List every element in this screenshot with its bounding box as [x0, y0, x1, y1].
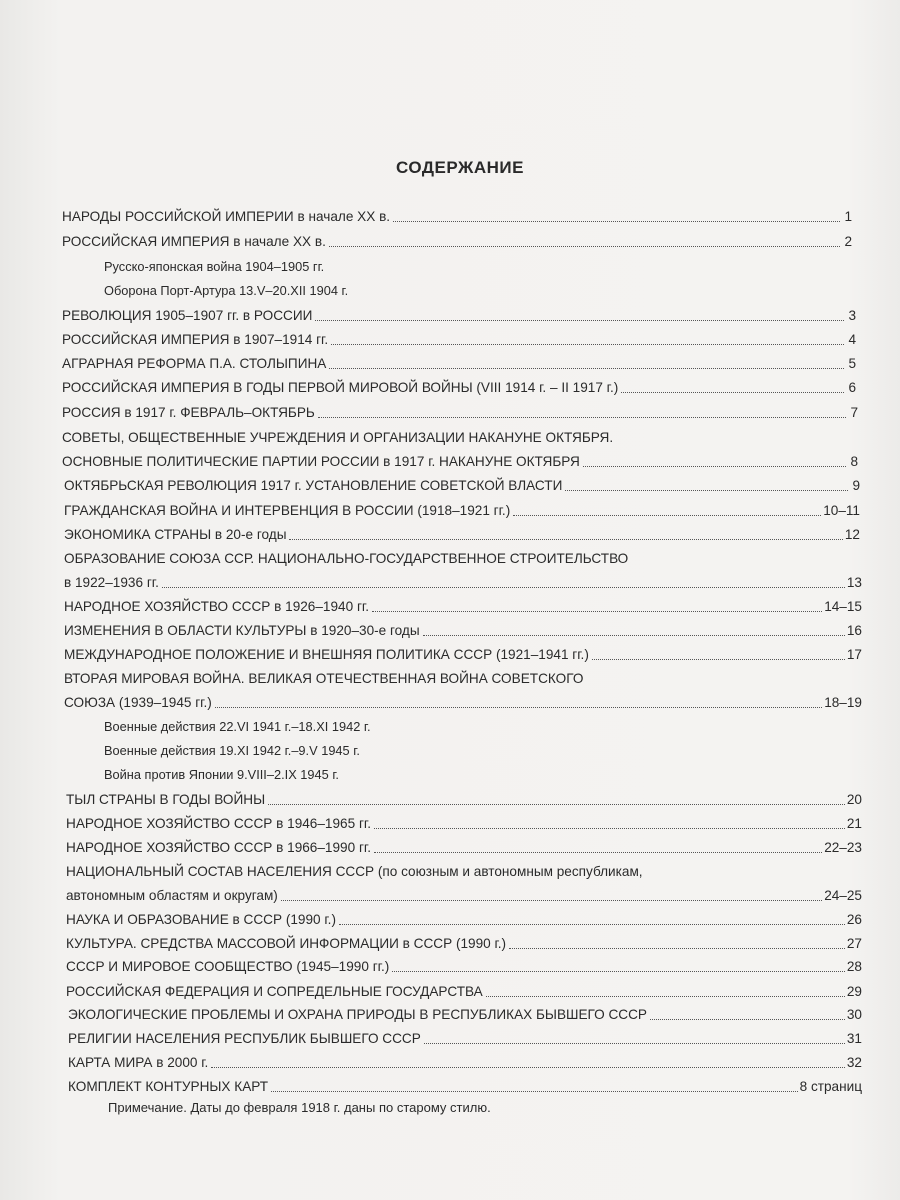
toc-entry-title: НАРОДНОЕ ХОЗЯЙСТВО СССР в 1926–1940 гг.: [64, 599, 369, 614]
dot-leader: [329, 246, 840, 247]
toc-entry: [64, 642, 862, 664]
dot-leader: [423, 635, 845, 636]
toc-entry: [64, 546, 628, 568]
toc-entry-title: РОССИЙСКАЯ ИМПЕРИЯ в 1907–1914 гг.: [62, 332, 329, 347]
dot-leader: [583, 466, 846, 467]
toc-entry-title: НАУКА И ОБРАЗОВАНИЕ в СССР (1990 г.): [66, 912, 336, 927]
toc-entry-title: ЭКОНОМИКА СТРАНЫ в 20-е годы: [64, 527, 287, 542]
dot-leader: [486, 996, 845, 997]
toc-entry: [64, 473, 860, 495]
dot-leader: [392, 971, 845, 972]
toc-entry-title: ТЫЛ СТРАНЫ В ГОДЫ ВОЙНЫ: [66, 792, 266, 807]
toc-entry-title: ЭКОЛОГИЧЕСКИЕ ПРОБЛЕМЫ И ОХРАНА ПРИРОДЫ В РЕСПУБЛИКАХ БЫВШЕГО СССР: [68, 1007, 648, 1022]
dot-leader: [374, 828, 845, 829]
toc-entry-title: РОССИЙСКАЯ ФЕДЕРАЦИЯ И СОПРЕДЕЛЬНЫЕ ГОСУДАРСТВА: [66, 984, 483, 999]
toc-entry-page: 7: [850, 405, 858, 420]
toc-entry-page: 28: [846, 959, 862, 974]
toc-entry-title: НАЦИОНАЛЬНЫЙ СОСТАВ НАСЕЛЕНИЯ СССР (по союзным и автономным республикам,: [66, 864, 643, 879]
toc-entry: [66, 835, 862, 857]
toc-entry: [66, 931, 862, 953]
toc-entry: [64, 522, 860, 544]
toc-entry-page: 12: [844, 527, 860, 542]
toc-entry-page: 29: [846, 984, 862, 999]
toc-entry-title: ВТОРАЯ МИРОВАЯ ВОЙНА. ВЕЛИКАЯ ОТЕЧЕСТВЕННАЯ ВОЙНА СОВЕТСКОГО: [64, 671, 584, 686]
toc-entry-page: 4: [848, 332, 856, 347]
toc-entry-page: 10–11: [823, 503, 860, 518]
toc-entry-title: Военные действия 19.XI 1942 г.–9.V 1945 г.: [104, 743, 360, 758]
toc-entry: [104, 714, 371, 736]
toc-entry: [62, 375, 856, 397]
toc-entry-title: Оборона Порт-Артура 13.V–20.XII 1904 г.: [104, 283, 349, 298]
toc-entry: [66, 907, 862, 929]
toc-entry-page: 9: [852, 478, 860, 493]
toc-entry-page: 8: [850, 454, 858, 469]
dot-leader: [268, 804, 845, 805]
toc-entry-page: 20: [846, 792, 862, 807]
toc-entry: [64, 594, 862, 616]
toc-entry-title: Война против Японии 9.VIII–2.IX 1945 г.: [104, 767, 339, 782]
toc-entry: [62, 425, 613, 447]
toc-entry-page: 17: [846, 647, 862, 662]
toc-entry: [104, 738, 360, 760]
dot-leader: [281, 900, 822, 901]
toc-entry: [68, 1050, 862, 1072]
toc-entry: [104, 278, 348, 300]
toc-entry-title: Военные действия 22.VI 1941 г.–18.XI 1942 г.: [104, 719, 371, 734]
toc-entry-page: 5: [848, 356, 856, 371]
toc-entry-title: РОССИЙСКАЯ ИМПЕРИЯ В ГОДЫ ПЕРВОЙ МИРОВОЙ ВОЙНЫ (VIII 1914 г. – II 1917 г.): [62, 380, 619, 395]
toc-entry: [66, 811, 862, 833]
toc-entry-page: 22–23: [824, 840, 862, 855]
dot-leader: [509, 948, 845, 949]
dot-leader: [339, 924, 845, 925]
toc-entry: [104, 254, 324, 276]
dot-leader: [372, 611, 822, 612]
toc-entry: [62, 327, 856, 349]
toc-entry: [62, 351, 856, 373]
toc-entry-page: 13: [846, 575, 862, 590]
dot-leader: [271, 1091, 798, 1092]
toc-entry: [66, 954, 862, 976]
footnote: Примечание. Даты до февраля 1918 г. даны по старому стилю.: [108, 1100, 491, 1115]
toc-entry: [66, 883, 862, 905]
toc-entry-page: 21: [846, 816, 862, 831]
toc-entry-title: КОМПЛЕКТ КОНТУРНЫХ КАРТ: [68, 1079, 269, 1094]
dot-leader: [513, 515, 821, 516]
toc-entry-page: 31: [846, 1031, 862, 1046]
toc-entry: [62, 303, 856, 325]
toc-entry-title: РЕЛИГИИ НАСЕЛЕНИЯ РЕСПУБЛИК БЫВШЕГО СССР: [68, 1031, 421, 1046]
dot-leader: [621, 392, 844, 393]
toc-entry: [68, 1002, 862, 1024]
toc-entry: [64, 618, 862, 640]
toc-entry-page: 16: [846, 623, 862, 638]
dot-leader: [393, 221, 840, 222]
toc-entry-title: МЕЖДУНАРОДНОЕ ПОЛОЖЕНИЕ И ВНЕШНЯЯ ПОЛИТИКА СССР (1921–1941 гг.): [64, 647, 589, 662]
dot-leader: [289, 539, 842, 540]
toc-entry-page: 3: [848, 308, 856, 323]
dot-leader: [162, 587, 845, 588]
toc-entry-title: НАРОДНОЕ ХОЗЯЙСТВО СССР в 1946–1965 гг.: [66, 816, 371, 831]
toc-entry: [66, 787, 862, 809]
toc-entry-page: 30: [846, 1007, 862, 1022]
toc-entry-title: КУЛЬТУРА. СРЕДСТВА МАССОВОЙ ИНФОРМАЦИИ в СССР (1990 г.): [66, 936, 507, 951]
toc-entry-title: СОЮЗА (1939–1945 гг.): [64, 695, 212, 710]
toc-entry-title: КАРТА МИРА в 2000 г.: [68, 1055, 209, 1070]
toc-entry: [68, 1026, 862, 1048]
toc-entry: [62, 229, 852, 251]
dot-leader: [592, 659, 845, 660]
toc-entry-title: СОВЕТЫ, ОБЩЕСТВЕННЫЕ УЧРЕЖДЕНИЯ И ОРГАНИЗАЦИИ НАКАНУНЕ ОКТЯБРЯ.: [62, 430, 614, 445]
toc-entry: [64, 498, 860, 520]
toc-entry-title: НАРОДЫ РОССИЙСКОЙ ИМПЕРИИ в начале XX в.: [62, 209, 391, 224]
page-title: СОДЕРЖАНИЕ: [396, 158, 524, 177]
toc-entry-title: автономным областям и округам): [66, 888, 278, 903]
toc-entry-page: 8 страниц: [799, 1079, 862, 1094]
dot-leader: [565, 490, 848, 491]
dot-leader: [650, 1019, 845, 1020]
toc-entry-title: ОСНОВНЫЕ ПОЛИТИЧЕСКИЕ ПАРТИИ РОССИИ в 1917 г. НАКАНУНЕ ОКТЯБРЯ: [62, 454, 580, 469]
toc-entry: [66, 979, 862, 1001]
toc-entry-title: ОКТЯБРЬСКАЯ РЕВОЛЮЦИЯ 1917 г. УСТАНОВЛЕНИЕ СОВЕТСКОЙ ВЛАСТИ: [64, 478, 563, 493]
toc-entry: [62, 204, 852, 226]
dot-leader: [211, 1067, 845, 1068]
toc-entry: [68, 1074, 862, 1096]
dot-leader: [331, 344, 844, 345]
toc-entry: [64, 570, 862, 592]
toc-entry-title: АГРАРНАЯ РЕФОРМА П.А. СТОЛЫПИНА: [62, 356, 327, 371]
toc-entry: [64, 690, 862, 712]
toc-entry-title: ГРАЖДАНСКАЯ ВОЙНА И ИНТЕРВЕНЦИЯ В РОССИИ (1918–1921 гг.): [64, 503, 511, 518]
toc-entry-page: 27: [846, 936, 862, 951]
toc-entry-title: в 1922–1936 гг.: [64, 575, 159, 590]
toc-entry-page: 6: [848, 380, 856, 395]
toc-entry-title: РОССИЙСКАЯ ИМПЕРИЯ в начале XX в.: [62, 234, 326, 249]
toc-entry-title: СССР И МИРОВОЕ СООБЩЕСТВО (1945–1990 гг.): [66, 959, 390, 974]
toc-entry-page: 14–15: [824, 599, 862, 614]
toc-entry-page: 32: [846, 1055, 862, 1070]
toc-entry-title: РЕВОЛЮЦИЯ 1905–1907 гг. в РОССИИ: [62, 308, 313, 323]
dot-leader: [424, 1043, 845, 1044]
toc-entry: [62, 449, 858, 471]
toc-entry-page: 24–25: [824, 888, 862, 903]
toc-entry: [64, 666, 583, 688]
dot-leader: [374, 852, 822, 853]
toc-entry-page: 1: [844, 209, 852, 224]
toc-entry-page: 2: [844, 234, 852, 249]
toc-entry-page: 26: [846, 912, 862, 927]
dot-leader: [329, 368, 844, 369]
dot-leader: [215, 707, 822, 708]
toc-entry: [66, 859, 643, 881]
dot-leader: [318, 417, 846, 418]
toc-entry-title: ОБРАЗОВАНИЕ СОЮЗА ССР. НАЦИОНАЛЬНО-ГОСУДАРСТВЕННОЕ СТРОИТЕЛЬСТВО: [64, 551, 629, 566]
toc-entry-title: НАРОДНОЕ ХОЗЯЙСТВО СССР в 1966–1990 гг.: [66, 840, 371, 855]
toc-entry-page: 18–19: [824, 695, 862, 710]
toc-entry-title: Русско-японская война 1904–1905 гг.: [104, 259, 325, 274]
dot-leader: [315, 320, 844, 321]
toc-entry-title: РОССИЯ в 1917 г. ФЕВРАЛЬ–ОКТЯБРЬ: [62, 405, 315, 420]
toc-entry: [62, 400, 858, 422]
toc-entry: [104, 762, 339, 784]
toc-entry-title: ИЗМЕНЕНИЯ В ОБЛАСТИ КУЛЬТУРЫ в 1920–30-е годы: [64, 623, 420, 638]
